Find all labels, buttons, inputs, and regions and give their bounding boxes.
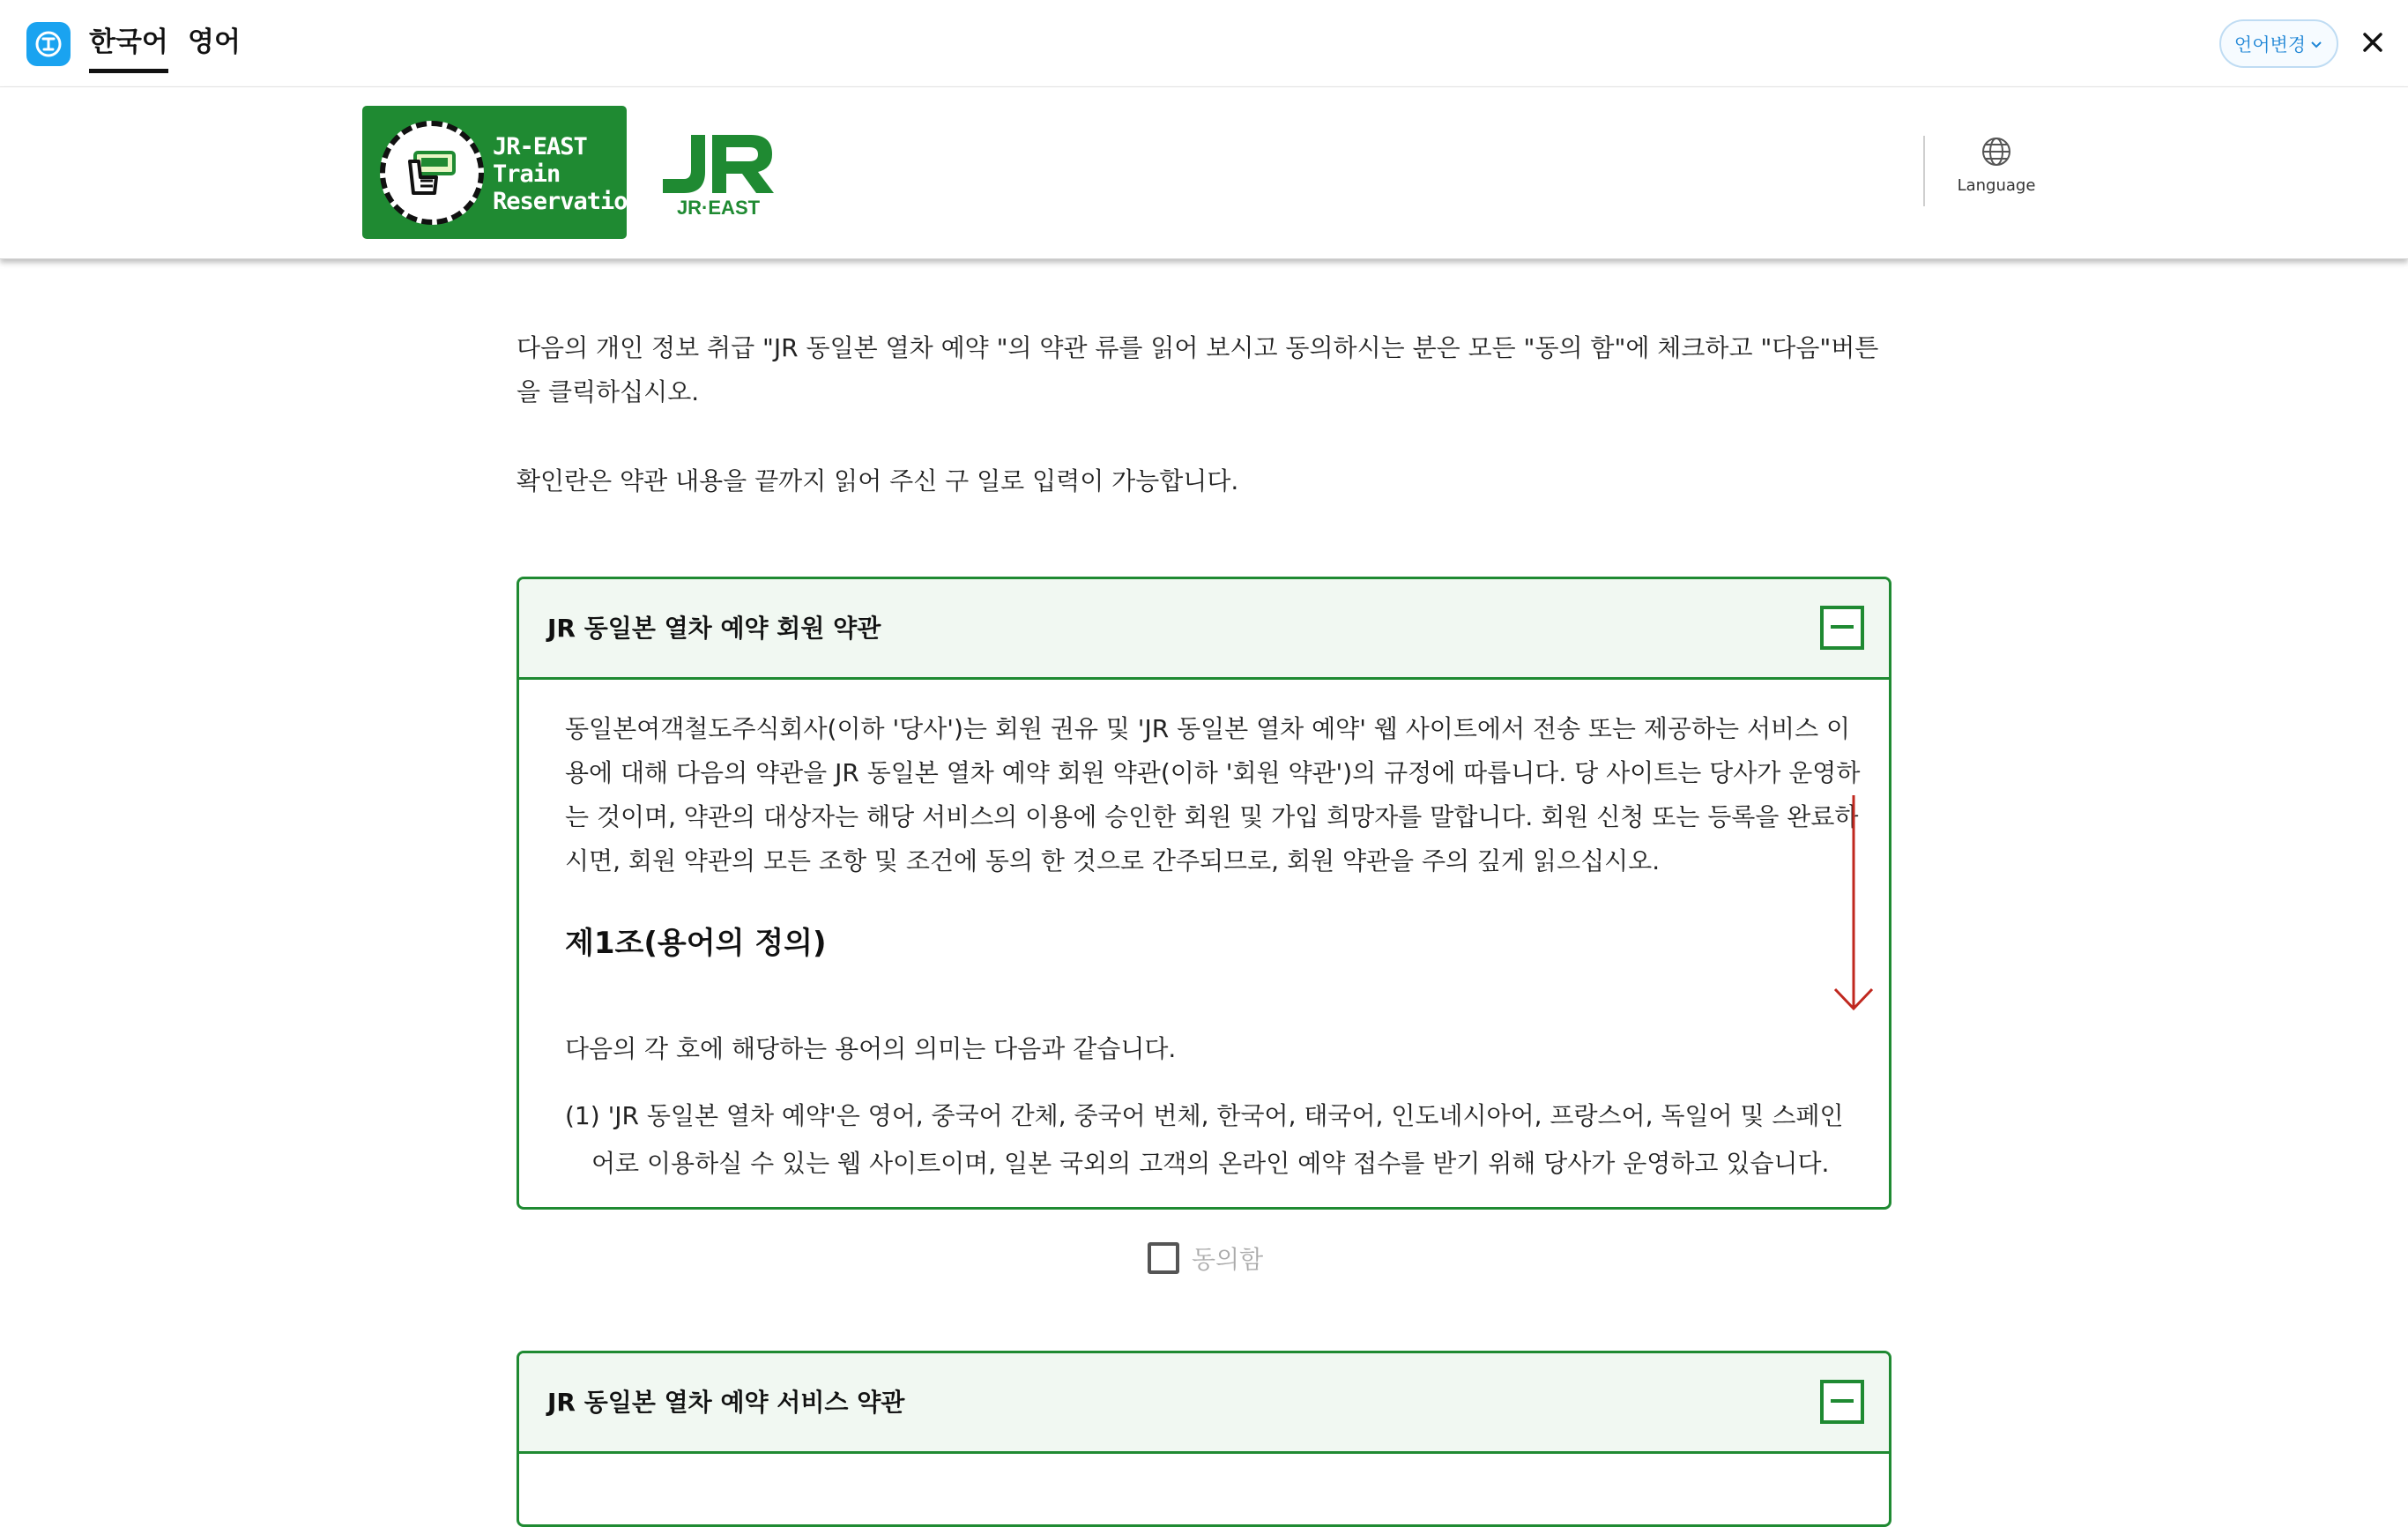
translator-bar (0, 0, 2408, 87)
translator-app-icon (26, 22, 71, 66)
intro-text: 다음의 개인 정보 취급 "JR 동일본 열차 예약 "의 약관 류를 읽어 보시고 동의하시는 분은 모든 "동의 함"에 체크하고 "다음"버튼을 클릭하십시오. (517, 333, 1879, 406)
membership-terms-body[interactable] (565, 707, 1861, 1188)
jr-east-train-reservation-logo[interactable] (362, 106, 641, 239)
agree-label: 동의함 (1192, 1245, 1264, 1274)
ticket-hand-icon (380, 121, 484, 225)
jr-east-logo[interactable] (659, 130, 777, 218)
terms-paragraph: 동일본여객철도주식회사(이하 '당사')는 회원 권유 및 'JR 동일본 열차 예약' 웹 사이트에서 전송 또는 제공하는 서비스 이용에 대해 다음의 약관을 JR 동일본 열차 예약 회원 약관(이하 '회원 약관')의 규정에 따릅니다. 당 사이트는 당사가 운영하는 것이며, 약관의 대상자는 해당 서비스의 이용에 승인한 회원 및 가입 희망자를 말합니다. 회원 신청 또는 등록을 완료하시면, 회원 약관의 모든 조항 및 조건에 동의 한 것으로 간주되므로, 회원 약관을 주의 깊게 읽으십시오. (565, 714, 1861, 875)
badge-line-1: JR-EAST (493, 133, 587, 160)
badge-line-3: Reservation (493, 188, 641, 215)
agree-checkbox-row[interactable] (1148, 1239, 1263, 1277)
service-terms-panel (517, 1351, 1891, 1527)
language-label: Language (1957, 176, 2036, 195)
membership-terms-header[interactable] (519, 579, 1889, 680)
globe-icon (1981, 136, 2012, 168)
definition-item: (1) 'JR 동일본 열차 예약'은 영어, 중국어 간체, 중국어 번체, 한국어, 태국어, 인도네시아어, 프랑스어, 독일어 및 스페인어로 이용하실 수 있는 웹 사이트이며, 일본 국외의 고객의 온라인 예약 접수를 받기 위해 당사가 운영하고 있습니다. (565, 1101, 1844, 1178)
badge-text (493, 133, 641, 215)
service-terms-header[interactable] (519, 1353, 1889, 1454)
badge-line-2: Train (493, 160, 561, 188)
site-header (0, 87, 2408, 259)
jr-east-logo-text: JR·EAST (676, 197, 761, 218)
collapse-icon[interactable] (1820, 1380, 1864, 1424)
collapse-icon[interactable] (1820, 606, 1864, 650)
membership-terms-title: JR 동일본 열차 예약 회원 약관 (547, 614, 881, 643)
membership-terms-panel (517, 577, 1891, 1210)
tab-korean[interactable]: 한국어 (89, 23, 168, 62)
close-icon[interactable] (2357, 26, 2389, 58)
header-divider (1923, 136, 1925, 206)
agree-checkbox[interactable] (1148, 1242, 1179, 1274)
chevron-down-icon (2309, 37, 2323, 51)
change-language-button[interactable] (2219, 19, 2338, 68)
change-language-label: 언어변경 (2233, 34, 2307, 56)
tab-english[interactable]: 영어 (188, 26, 241, 58)
service-terms-title: JR 동일본 열차 예약 서비스 약관 (547, 1388, 905, 1417)
language-button[interactable] (1948, 136, 2045, 206)
article-heading: 제1조(용어의 정의) (565, 926, 827, 961)
checkbox-notice-text: 확인란은 약관 내용을 끝까지 읽어 주신 구 일로 입력이 가능합니다. (517, 466, 1239, 495)
definition-intro: 다음의 각 호에 해당하는 용어의 의미는 다음과 같습니다. (565, 1034, 1177, 1063)
scroll-down-arrow-icon (1833, 793, 1874, 1014)
